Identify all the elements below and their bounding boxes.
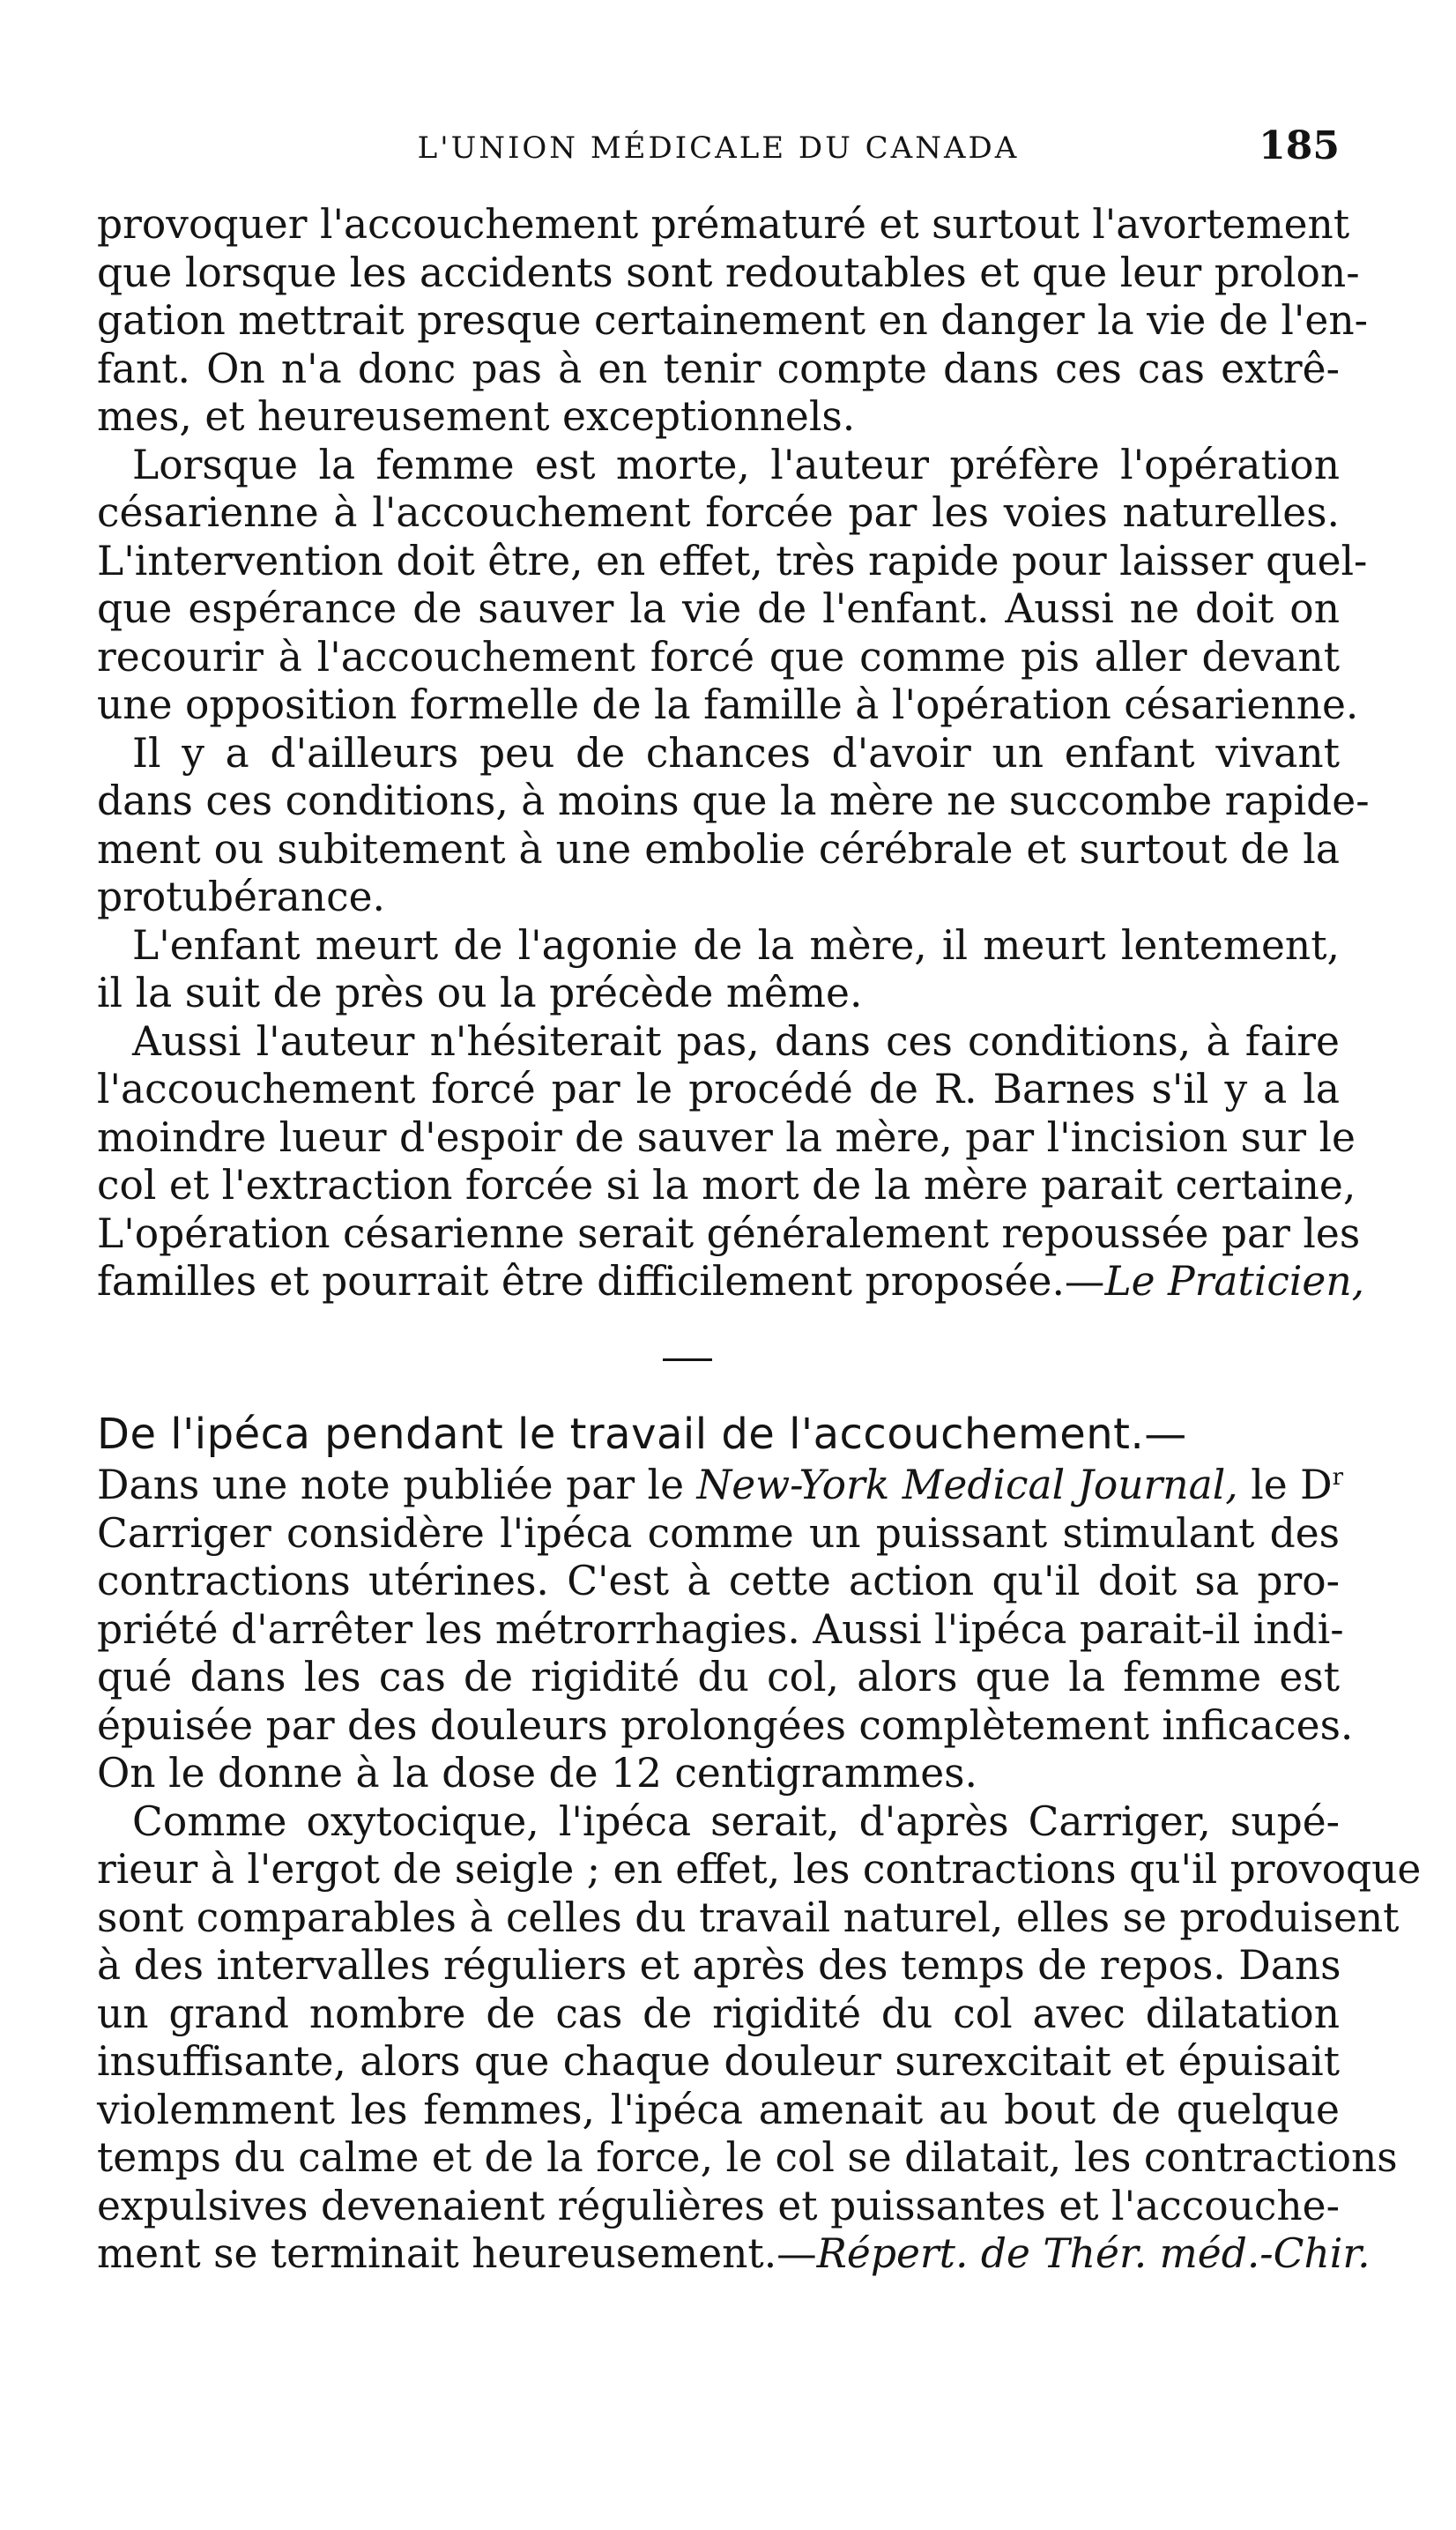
text-line: à des intervalles réguliers et après des temps de repos. Dans: [97, 1942, 1341, 1989]
text-line: l'accouchement forcé par le procédé de R. Barnes s'il y a la: [97, 1066, 1340, 1112]
text-line: qué dans les cas de rigidité du col, alors que la femme est: [97, 1654, 1340, 1700]
article-title: De l'ipéca pendant le travail de l'accouchement.—: [97, 1410, 1187, 1459]
text-line: que espérance de sauver la vie de l'enfant. Aussi ne doit on: [97, 585, 1340, 632]
text-line: priété d'arrêter les métrorrhagies. Aussi l'ipéca parait-il indi-: [97, 1605, 1344, 1653]
text-line: il la suit de près ou la précède même.: [97, 970, 863, 1016]
text-line: Lorsque la femme est morte, l'auteur préfère l'opération: [132, 441, 1340, 488]
text-line: mes, et heureusement exceptionnels.: [97, 393, 856, 440]
text-line: L'enfant meurt de l'agonie de la mère, il meurt lentement,: [132, 921, 1340, 969]
text-line: sont comparables à celles du travail naturel, elles se produisent: [97, 1894, 1400, 1941]
text-line-with-source: [97, 1258, 1365, 1306]
text-line: expulsives devenaient régulières et puissantes et l'accouche-: [97, 2182, 1340, 2229]
text-line: L'intervention doit être, en effet, très rapide pour laisser quel-: [97, 537, 1368, 584]
running-head: L'UNION MÉDICALE DU CANADA: [417, 130, 1020, 166]
superscript: r: [1332, 1463, 1344, 1491]
text-line: ment ou subitement à une embolie cérébrale et surtout de la: [97, 825, 1340, 873]
text-line: Carriger considère l'ipéca comme un puissant stimulant des: [97, 1509, 1340, 1557]
text-line: col et l'extraction forcée si la mort de la mère parait certaine,: [97, 1162, 1356, 1209]
text-line: épuisée par des douleurs prolongées complètement inficaces.: [97, 1701, 1354, 1749]
text-line: recourir à l'accouchement forcé que comme pis aller devant: [97, 633, 1340, 681]
text-line: que lorsque les accidents sont redoutables et que leur prolon-: [97, 249, 1360, 296]
text-line: rieur à l'ergot de seigle ; en effet, les contractions qu'il provoque: [97, 1846, 1422, 1893]
text-line-content: familles et pourrait être difficilement proposée.—: [97, 1258, 1105, 1305]
text-line: un grand nombre de cas de rigidité du col avec dilatation: [97, 1990, 1340, 2037]
text-line: L'opération césarienne serait généralement repoussée par les: [97, 1209, 1361, 1257]
text-line-content: ment se terminait heureusement.—: [97, 2230, 817, 2277]
text-line-with-source: [97, 2230, 1371, 2279]
source-citation: Répert. de Thér. méd.-Chir.: [816, 2230, 1371, 2277]
article-ipeca: [97, 1410, 1422, 2279]
text-line: protubérance.: [97, 874, 385, 920]
text-line: moindre lueur d'espoir de sauver la mère, par l'incision sur le: [97, 1113, 1356, 1161]
text-line: dans ces conditions, à moins que la mère ne succombe rapide-: [97, 778, 1370, 824]
page-number: 185: [1259, 123, 1340, 168]
text-line: césarienne à l'accouchement forcée par les voies naturelles.: [97, 489, 1340, 536]
text-line: insuffisante, alors que chaque douleur surexcitait et épuisait: [97, 2038, 1340, 2085]
text-line: Il y a d'ailleurs peu de chances d'avoir un enfant vivant: [132, 729, 1340, 777]
section-separator: [663, 1358, 712, 1361]
article-cesarienne: [97, 201, 1370, 1306]
text-line: Aussi l'auteur n'hésiterait pas, dans ces conditions, à faire: [132, 1017, 1340, 1065]
page-header: [97, 123, 1340, 176]
text-line-content: Dans une note publiée par le: [97, 1462, 697, 1508]
text-line: une opposition formelle de la famille à l'opération césarienne.: [97, 681, 1359, 728]
text-line: violemment les femmes, l'ipéca amenait au bout de quelque: [97, 2086, 1340, 2133]
text-line: Comme oxytocique, l'ipéca serait, d'après Carriger, supé-: [132, 1797, 1340, 1845]
source-citation: Le Praticien,: [1104, 1258, 1365, 1305]
text-line: gation mettrait presque certainement en danger la vie de l'en-: [97, 297, 1369, 344]
text-line: fant. On n'a donc pas à en tenir compte dans ces cas extrê-: [97, 345, 1340, 392]
text-line: temps du calme et de la force, le col se dilatait, les contractions: [97, 2134, 1398, 2181]
text-line: On le donne à la dose de 12 centigrammes.: [97, 1750, 977, 1797]
text-line-with-journal: [97, 1462, 1344, 1510]
journal-name: New-York Medical Journal,: [696, 1462, 1238, 1508]
text-line: contractions utérines. C'est à cette action qu'il doit sa pro-: [97, 1558, 1340, 1604]
text-line: provoquer l'accouchement prématuré et surtout l'avortement: [97, 201, 1350, 248]
text-line-content: le D: [1237, 1462, 1333, 1508]
